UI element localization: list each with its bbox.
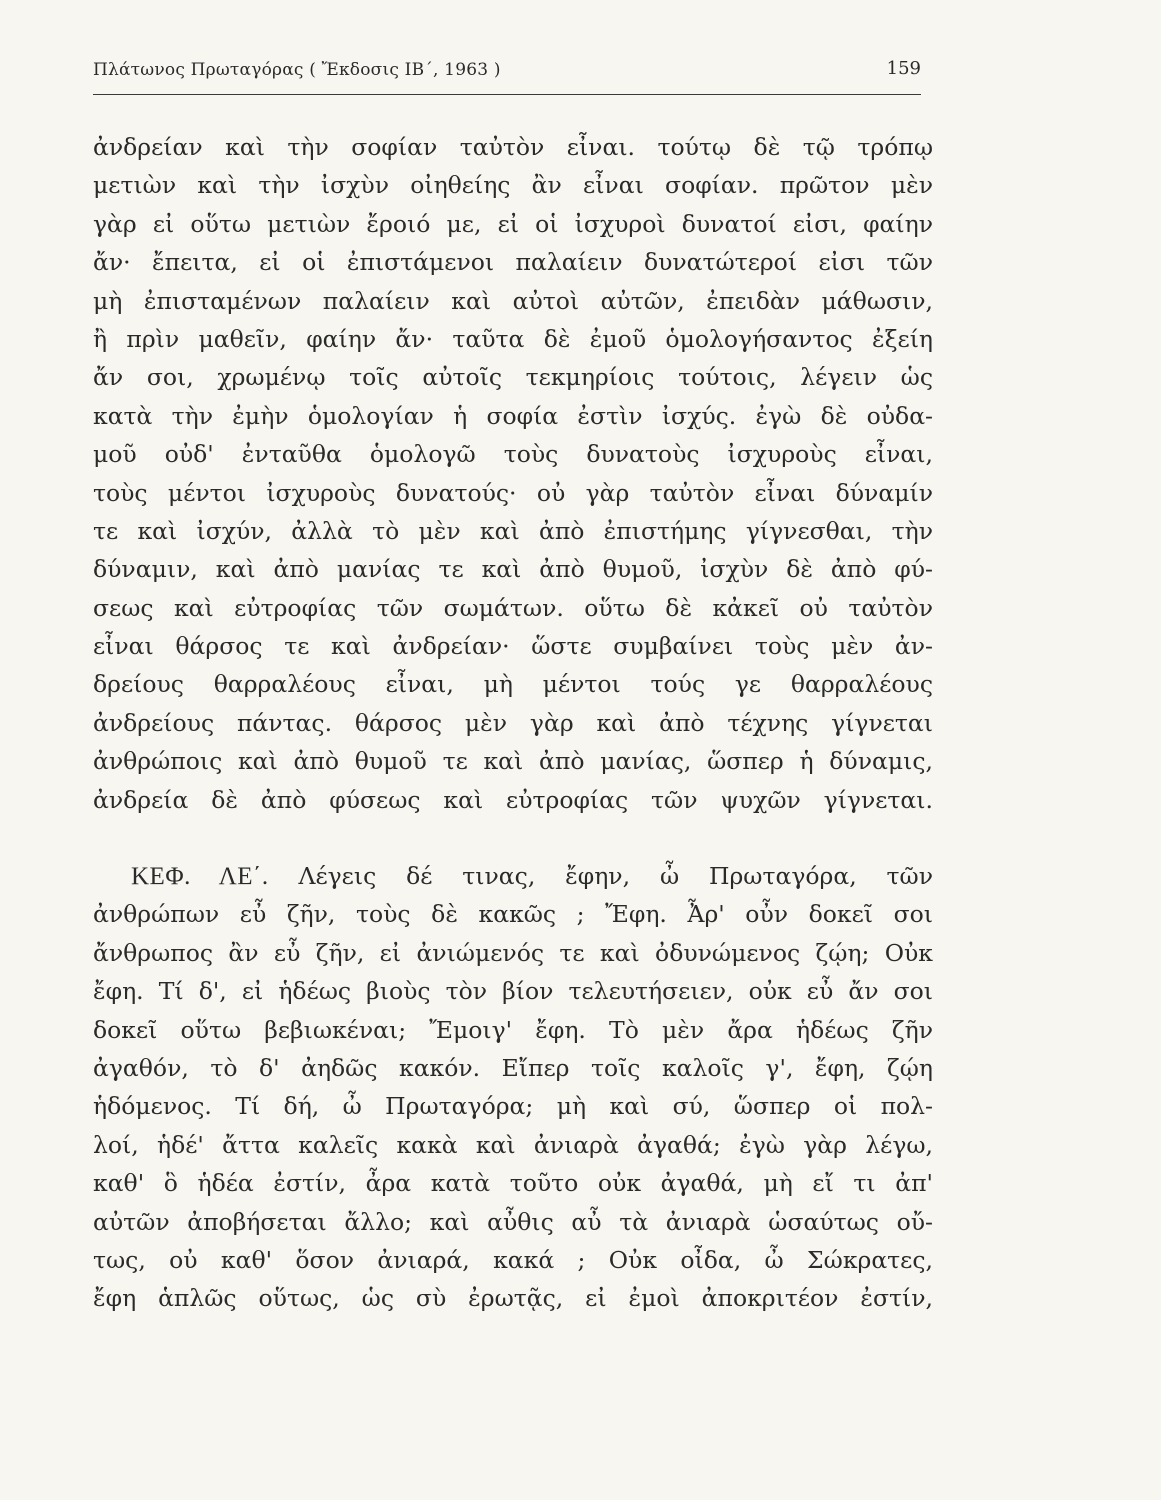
text-line: καθ' ὃ ἡδέα ἐστίν, ἆρα κατὰ τοῦτο οὐκ ἀγαθά, μὴ εἴ τι ἀπ' bbox=[93, 1169, 933, 1198]
running-title: Πλάτωνος Πρωταγόρας ( Ἔκδοσις ΙΒ΄, 1963 ) bbox=[93, 60, 501, 80]
text-line: μετιὼν καὶ τὴν ἰσχὺν οἰηθείης ἂν εἶναι σοφίαν. πρῶτον μὲν bbox=[93, 171, 933, 200]
chapter-first-line-text: Λέγεις δέ τινας, ἔφην, ὦ Πρωταγόρα, τῶν bbox=[298, 862, 933, 891]
text-line: ἀνδρείους πάντας. θάρσος μὲν γὰρ καὶ ἀπὸ τέχνης γίγνεται bbox=[93, 708, 933, 737]
text-line: ἀγαθόν, τὸ δ' ἀηδῶς κακόν. Εἴπερ τοῖς καλοῖς γ', ἔφη, ζῴη bbox=[93, 1053, 933, 1082]
text-line: τως, οὐ καθ' ὅσον ἀνιαρά, κακά ; Οὐκ οἶδα, ὦ Σώκρατες, bbox=[93, 1245, 933, 1274]
text-line: δρείους θαρραλέους εἶναι, μὴ μέντοι τούς γε θαρραλέους bbox=[93, 670, 933, 699]
text-line: κατὰ τὴν ἐμὴν ὁμολογίαν ἡ σοφία ἐστὶν ἰσχύς. ἐγὼ δὲ οὐδα- bbox=[93, 401, 933, 430]
text-line: ἀνθρώπων εὖ ζῆν, τοὺς δὲ κακῶς ; Ἔφη. Ἆρ' οὖν δοκεῖ σοι bbox=[93, 900, 933, 929]
text-line: εἶναι θάρσος τε καὶ ἀνδρείαν· ὥστε συμβαίνει τοὺς μὲν ἀν- bbox=[93, 632, 933, 661]
header-rule bbox=[93, 94, 921, 95]
text-line: ἄν σοι, χρωμένῳ τοῖς αὐτοῖς τεκμηρίοις τούτοις, λέγειν ὡς bbox=[93, 363, 933, 392]
page-number: 159 bbox=[886, 58, 921, 79]
chapter-heading: ΚΕΦ. ΛΕ΄. bbox=[131, 863, 269, 891]
text-line: τοὺς μέντοι ἰσχυροὺς δυνατούς· οὐ γὰρ ταὐτὸν εἶναι δύναμίν bbox=[93, 478, 933, 507]
text-line: ἀνδρείαν καὶ τὴν σοφίαν ταὐτὸν εἶναι. τούτῳ δὲ τῷ τρόπῳ bbox=[93, 133, 933, 161]
text-line: ἀνθρώποις καὶ ἀπὸ θυμοῦ τε καὶ ἀπὸ μανίας, ὥσπερ ἡ δύναμις, bbox=[93, 747, 933, 776]
text-line: γὰρ εἰ οὕτω μετιὼν ἔροιό με, εἰ οἱ ἰσχυροὶ δυνατοί εἰσι, φαίην bbox=[93, 209, 933, 238]
text-line: αὐτῶν ἀποβήσεται ἄλλο; καὶ αὖθις αὖ τὰ ἀνιαρὰ ὡσαύτως οὔ- bbox=[93, 1207, 933, 1236]
chapter-spacer bbox=[93, 819, 933, 857]
body-text bbox=[93, 128, 933, 1318]
text-line: ἔφη ἁπλῶς οὕτως, ὡς σὺ ἐρωτᾷς, εἰ ἐμοὶ ἀποκριτέον ἐστίν, bbox=[93, 1284, 933, 1313]
text-line: ἄν· ἔπειτα, εἰ οἱ ἐπιστάμενοι παλαίειν δυνατώτεροί εἰσι τῶν bbox=[93, 248, 933, 277]
running-head bbox=[93, 58, 921, 90]
text-line: ἢ πρὶν μαθεῖν, φαίην ἄν· ταῦτα δὲ ἐμοῦ ὁμολογήσαντος ἐξείη bbox=[93, 324, 933, 353]
text-line: ἄνθρωπος ἂν εὖ ζῆν, εἰ ἀνιώμενός τε καὶ ὀδυνώμενος ζῴη; Οὐκ bbox=[93, 938, 933, 967]
text-line: ἀνδρεία δὲ ἀπὸ φύσεως καὶ εὐτροφίας τῶν ψυχῶν γίγνεται. bbox=[93, 785, 933, 814]
text-line: ἔφη. Τί δ', εἰ ἡδέως βιοὺς τὸν βίον τελευτήσειεν, οὐκ εὖ ἄν σοι bbox=[93, 977, 933, 1006]
text-line: μοῦ οὐδ' ἐνταῦθα ὁμολογῶ τοὺς δυνατοὺς ἰσχυροὺς εἶναι, bbox=[93, 440, 933, 469]
text-line: ἡδόμενος. Τί δή, ὦ Πρωταγόρα; μὴ καὶ σύ, ὥσπερ οἱ πολ- bbox=[93, 1092, 933, 1121]
text-line: δοκεῖ οὕτω βεβιωκέναι; Ἔμοιγ' ἔφη. Τὸ μὲν ἄρα ἡδέως ζῆν bbox=[93, 1015, 933, 1044]
text-line: δύναμιν, καὶ ἀπὸ μανίας τε καὶ ἀπὸ θυμοῦ, ἰσχὺν δὲ ἀπὸ φύ- bbox=[93, 555, 933, 584]
text-line: τε καὶ ἰσχύν, ἀλλὰ τὸ μὲν καὶ ἀπὸ ἐπιστήμης γίγνεσθαι, τὴν bbox=[93, 516, 933, 545]
chapter-first-line bbox=[93, 857, 933, 895]
text-line: μὴ ἐπισταμένων παλαίειν καὶ αὐτοὶ αὐτῶν, ἐπειδὰν μάθωσιν, bbox=[93, 286, 933, 315]
text-line: λοί, ἡδέ' ἄττα καλεῖς κακὰ καὶ ἀνιαρὰ ἀγαθά; ἐγὼ γὰρ λέγω, bbox=[93, 1130, 933, 1159]
text-line: σεως καὶ εὐτροφίας τῶν σωμάτων. οὕτω δὲ κἀκεῖ οὐ ταὐτὸν bbox=[93, 593, 933, 622]
